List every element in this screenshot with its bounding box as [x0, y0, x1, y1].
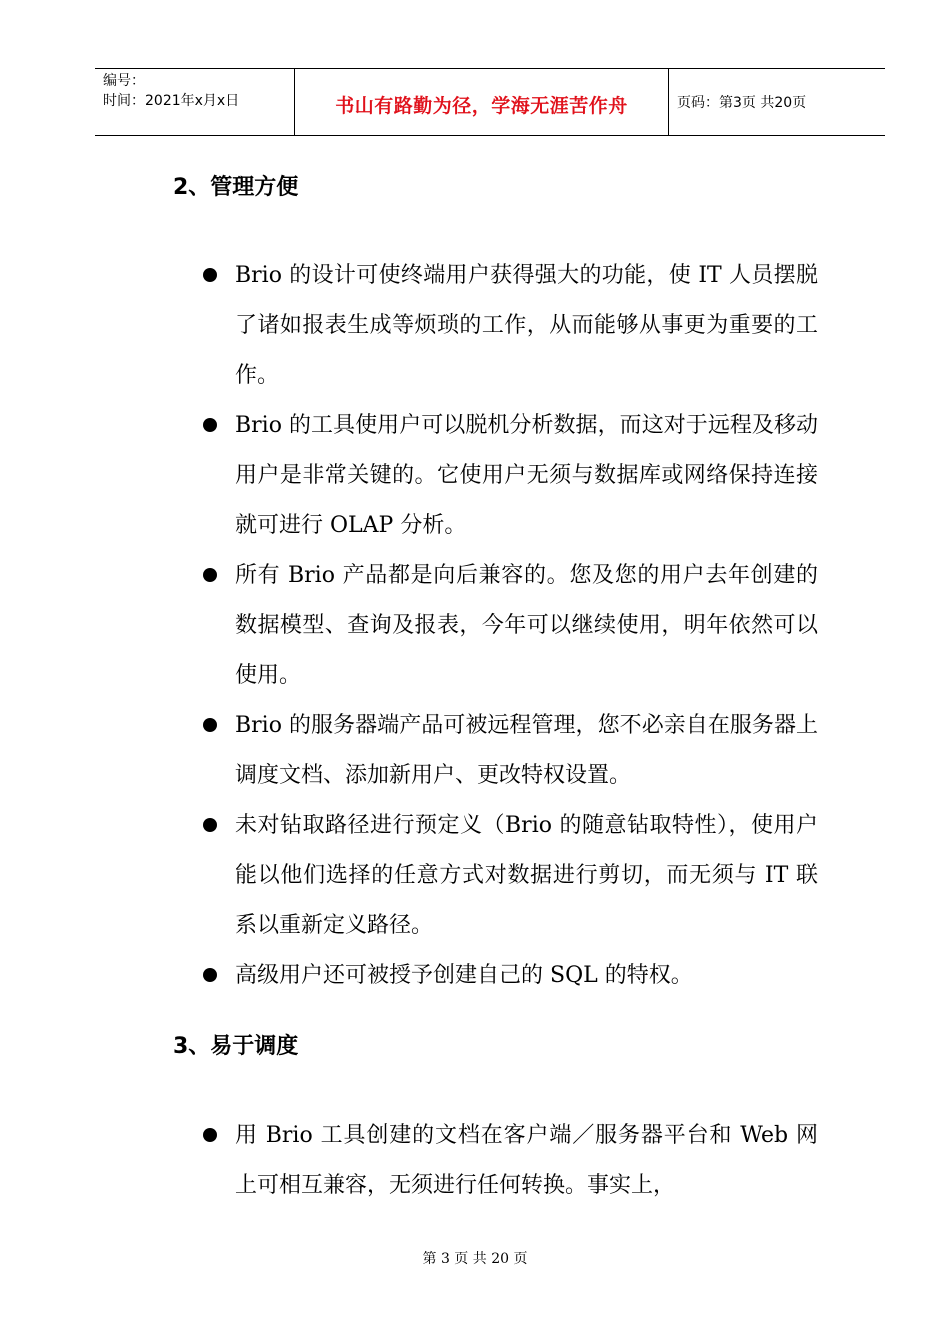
bullet-dot-icon: [203, 718, 217, 732]
list-item-text: 高级用户还可被授予创建自己的 SQL 的特权。: [235, 963, 693, 988]
header-motto: 书山有路勤为径，学海无涯苦作舟: [335, 95, 628, 117]
time-label: 时间：2021年x月x日: [103, 93, 240, 109]
list-item: [198, 551, 818, 701]
section-title-scheduling: 3、易于调度: [173, 1034, 299, 1059]
list-item-text: Brio 的服务器端产品可被远程管理，您不必亲自在服务器上调度文档、添加新用户、更改特权设置。: [235, 713, 818, 788]
list-item: [198, 951, 818, 1001]
bullet-dot-icon: [203, 418, 217, 432]
list-item-text: Brio 的工具使用户可以脱机分析数据，而这对于远程及移动用户是非常关键的。它使用户无须与数据库或网络保持连接就可进行 OLAP 分析。: [235, 413, 818, 538]
management-bullet-list: [198, 251, 818, 1001]
header-motto-cell: [295, 69, 669, 135]
bullet-dot-icon: [203, 568, 217, 582]
scheduling-bullet-list: [198, 1111, 818, 1211]
list-item: [198, 251, 818, 401]
bullet-dot-icon: [203, 268, 217, 282]
bullet-dot-icon: [203, 968, 217, 982]
list-item-text: 未对钻取路径进行预定义（Brio 的随意钻取特性），使用户能以他们选择的任意方式对数据进行剪切，而无须与 IT 联系以重新定义路径。: [235, 813, 818, 938]
header-page-info: 页码：第3页 共20页: [677, 95, 807, 111]
bullet-dot-icon: [203, 1128, 217, 1142]
page-footer: 第 3 页 共 20 页: [422, 1251, 528, 1267]
list-item-text: 所有 Brio 产品都是向后兼容的。您及您的用户去年创建的数据模型、查询及报表，今年可以继续使用，明年依然可以使用。: [235, 563, 818, 688]
list-item: [198, 401, 818, 551]
list-item: [198, 701, 818, 801]
header-page-cell: [669, 69, 885, 135]
list-item: [198, 801, 818, 951]
page-header: [95, 68, 885, 136]
list-item-text: 用 Brio 工具创建的文档在客户端／服务器平台和 Web 网上可相互兼容，无须进行任何转换。事实上，: [235, 1123, 818, 1198]
list-item-text: Brio 的设计可使终端用户获得强大的功能，使 IT 人员摆脱了诸如报表生成等烦琐的工作，从而能够从事更为重要的工作。: [235, 263, 818, 388]
header-meta-cell: [95, 69, 295, 135]
bullet-dot-icon: [203, 818, 217, 832]
section-title-management: 2、管理方便: [173, 175, 299, 200]
serial-number-label: 编号：: [103, 73, 145, 89]
list-item: [198, 1111, 818, 1211]
